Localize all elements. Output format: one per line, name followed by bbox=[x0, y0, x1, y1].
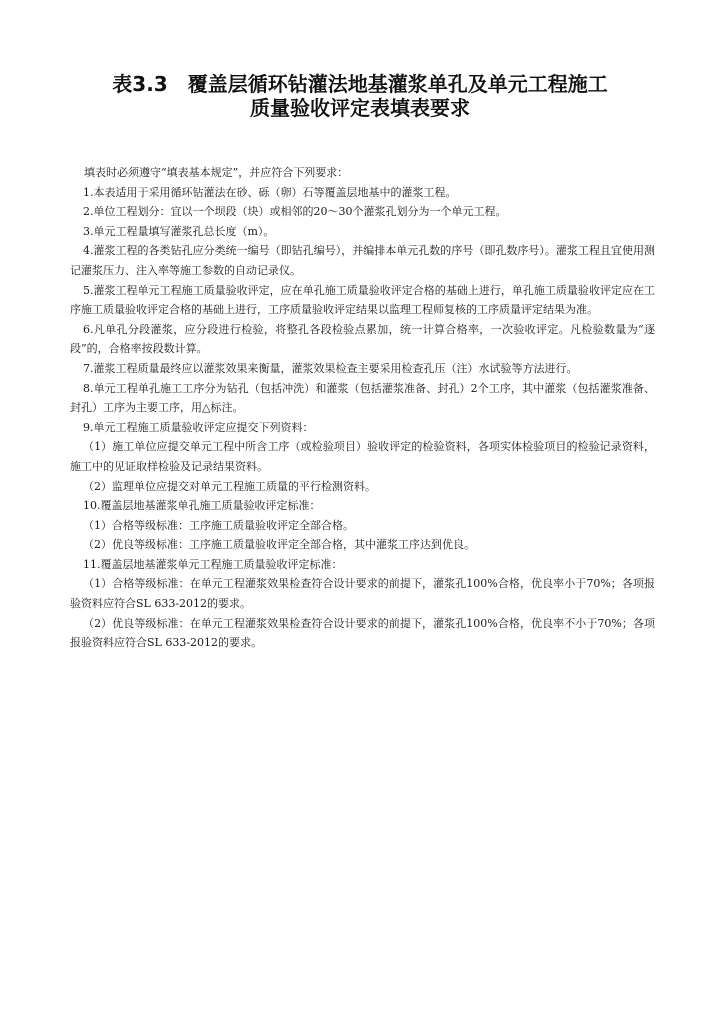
requirement-11-item-2: （2）优良等级标准：在单元工程灌浆效果检查符合设计要求的前提下，灌浆孔100%合格，优良率不小于70%；各项报验资料应符合SL 633-2012的要求。 bbox=[70, 616, 655, 650]
requirement-2: 2.单位工程划分：宜以一个坝段（块）或相邻的20～30个灌浆孔划分为一个单元工程。 bbox=[83, 205, 507, 219]
requirement-6: 6.凡单孔分段灌浆，应分段进行检验，将整孔各段检验点累加，统一计算合格率，一次验收评定。凡检验数量为“逐段”的，合格率按段数计算。 bbox=[70, 322, 655, 356]
document-body bbox=[70, 163, 655, 653]
title-line-2: 质量验收评定表填表要求 bbox=[250, 96, 470, 120]
requirement-7: 7.灌浆工程质量最终应以灌浆效果来衡量，灌浆效果检查主要采用检查孔压（注）水试验等方法进行。 bbox=[83, 361, 578, 375]
requirement-10-item-2: （2）优良等级标准：工序施工质量验收评定全部合格，其中灌浆工序达到优良。 bbox=[83, 538, 475, 552]
requirement-11-item-1: （1）合格等级标准：在单元工程灌浆效果检查符合设计要求的前提下，灌浆孔100%合格，优良率小于70%；各项报验资料应符合SL 633-2012的要求。 bbox=[70, 577, 655, 611]
requirement-4: 4.灌浆工程的各类钻孔应分类统一编号（即钻孔编号），并编排本单元孔数的序号（即孔数序号）。灌浆工程且宜使用测记灌浆压力、注入率等施工参数的自动记录仪。 bbox=[70, 244, 655, 277]
requirement-10: 10.覆盖层地基灌浆单孔施工质量验收评定标准： bbox=[83, 499, 321, 513]
requirement-5: 5.灌浆工程单元工程施工质量验收评定，应在单孔施工质量验收评定合格的基础上进行，单孔施工质量验收评定应在工序施工质量验收评定合格的基础上进行，工序质量验收评定结果以监理工程师复核的工序质量评定结果为准。 bbox=[70, 283, 655, 317]
requirement-9-item-1: （1）施工单位应提交单元工程中所含工序（或检验项目）验收评定的检验资料，各项实体检验项目的检验记录资料，施工中的见证取样检验及记录结果资料。 bbox=[70, 440, 655, 473]
requirement-8: 8.单元工程单孔施工工序分为钻孔（包括冲洗）和灌浆（包括灌浆准备、封孔）2个工序，其中灌浆（包括灌浆准备、封孔）工序为主要工序，用△标注。 bbox=[70, 381, 655, 415]
title-line-1: 表3.3 覆盖层循环钻灌法地基灌浆单孔及单元工程施工 bbox=[112, 72, 608, 96]
requirement-3: 3.单元工程量填写灌浆孔总长度（m）。 bbox=[83, 224, 275, 238]
requirement-11: 11.覆盖层地基灌浆单元工程施工质量验收评定标准： bbox=[83, 557, 343, 571]
requirement-9: 9.单元工程施工质量验收评定应提交下列资料： bbox=[83, 420, 314, 434]
requirement-1: 1.本表适用于采用循环钻灌法在砂、砾（卵）石等覆盖层地基中的灌浆工程。 bbox=[83, 185, 457, 199]
requirement-9-item-2: （2）监理单位应提交对单元工程施工质量的平行检测资料。 bbox=[83, 479, 376, 493]
requirement-10-item-1: （1）合格等级标准：工序施工质量验收评定全部合格。 bbox=[83, 518, 354, 532]
intro-paragraph: 填表时必须遵守“填表基本规定”，并应符合下列要求： bbox=[84, 166, 349, 179]
document-title bbox=[60, 72, 660, 120]
